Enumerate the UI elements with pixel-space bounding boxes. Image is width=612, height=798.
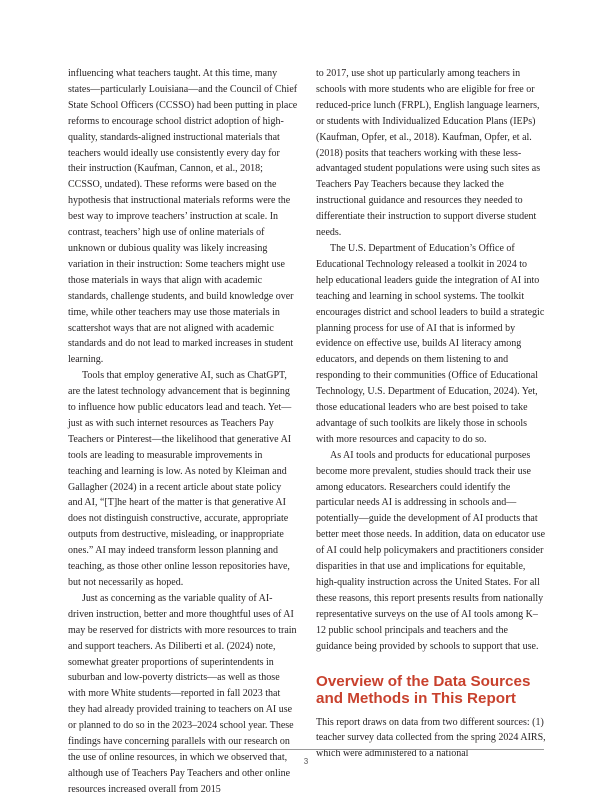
body-paragraph: to 2017, use shot up particularly among teachers in schools with more students who are eligible for free or reduced-price lunch (FRPL), English language learners, or students with Individualized Education Plans (IEPs) (Kaufman, Opfer, et al., 2018). Kaufman, Opfer, et al. (2018) posits that teachers working with these less-advantaged student populations were using such sites as Teachers Pay Teachers because they lacked the instructional guidance and resources they needed to differentiate their instruction to support diverse student needs. [316,68,541,239]
section-heading: Overview of the Data Sources and Methods in This Report [316,672,531,707]
page-number: 3 [303,757,309,766]
body-paragraph: The U.S. Department of Education’s Office of Educational Technology released a toolkit in 2024 to help educational leaders guide the integration of AI into teaching and learning in school systems. The toolkit encourages district and school leaders to build a strategic planning process for use of AI that is informed by evidence on effective use, builds AI literacy among educators, and depends on them listening to and responding to their communities (Office of Educational Technology, U.S. Department of Education, 2024). Yet, those educational leaders who are best poised to take advantage of such toolkits are likely those in schools with more resources and capacity to do so. [316,242,545,445]
right-column [316,66,546,762]
body-paragraph: Tools that employ generative AI, such as ChatGPT, are the latest technology advancement that is beginning to influence how public educators lead and teach. Yet—just as with such internet resources as Teachers Pay Teachers or Pinterest—the likelihood that generative AI tools are leading to measurable improvements in teaching and learning is low. As noted by Kleiman and Gallagher (2024) in a recent article about state policy and AI, “[T]he heart of the matter is that generative AI does not distinguish constructive, accurate, appropriate outputs from destructive, misleading, or inappropriate ones.” AI may indeed transform lesson planning and teaching, as those other online lesson repositories have, but not necessarily as hoped. [68,370,292,588]
body-paragraph: influencing what teachers taught. At this time, many states—particularly Louisiana—and the Council of Chief State School Officers (CCSSO) had been putting in place reforms to encourage school district adoption of high-quality, standards-aligned instructional materials that teachers would ideally use consistently every day for their instruction (Kaufman, Cannon, et al., 2018; CCSSO, undated). These reforms were based on the hypothesis that instructional materials reforms were the best way to improve teachers’ instruction at scale. In contrast, teachers’ high use of online materials of unknown or dubious quality was likely increasing variation in their instruction: Some teachers might use those materials in ways that align with academic standards, challenge students, and build knowledge over time, while other teachers may use those materials in scattershot ways that are not aligned with academic standards and do not lead to marked increases in student learning. [68,68,298,366]
footer-divider [68,749,544,750]
body-paragraph: This report draws on data from two different sources: (1) teacher survey data collected from the spring 2024 AIRS, which were administered to a national [316,716,546,760]
body-paragraph: As AI tools and products for educational purposes become more prevalent, studies should track their use among educators. Researchers could identify the particular needs AI is addressing in schools and—potentially—guide the development of AI products that better meet those needs. In addition, data on educator use of AI could help policymakers and practitioners consider disparities in that use and implications for equitable, high-quality instruction across the United States. For all these reasons, this report presents results from nationally representative surveys on the use of AI tools among K–12 public school principals and teachers and the guidance being provided by schools to support that use. [316,449,546,652]
body-paragraph: Just as concerning as the variable quality of AI-driven instruction, better and more thoughtful uses of AI may be reserved for districts with more resources to train and support teachers. As Diliberti et al. (2024) note, somewhat greater proportions of superintendents in suburban and low-poverty districts—as well as those with more White students—reported in fall 2023 that they had already provided training to teachers on AI use or planned to do so in the 2023–2024 school year. These findings have concerning parallels with our research on the use of online resources, in which we observed that, although use of Teachers Pay Teachers and other online resources increased overall from 2015 [68,592,297,795]
left-column [68,66,298,798]
